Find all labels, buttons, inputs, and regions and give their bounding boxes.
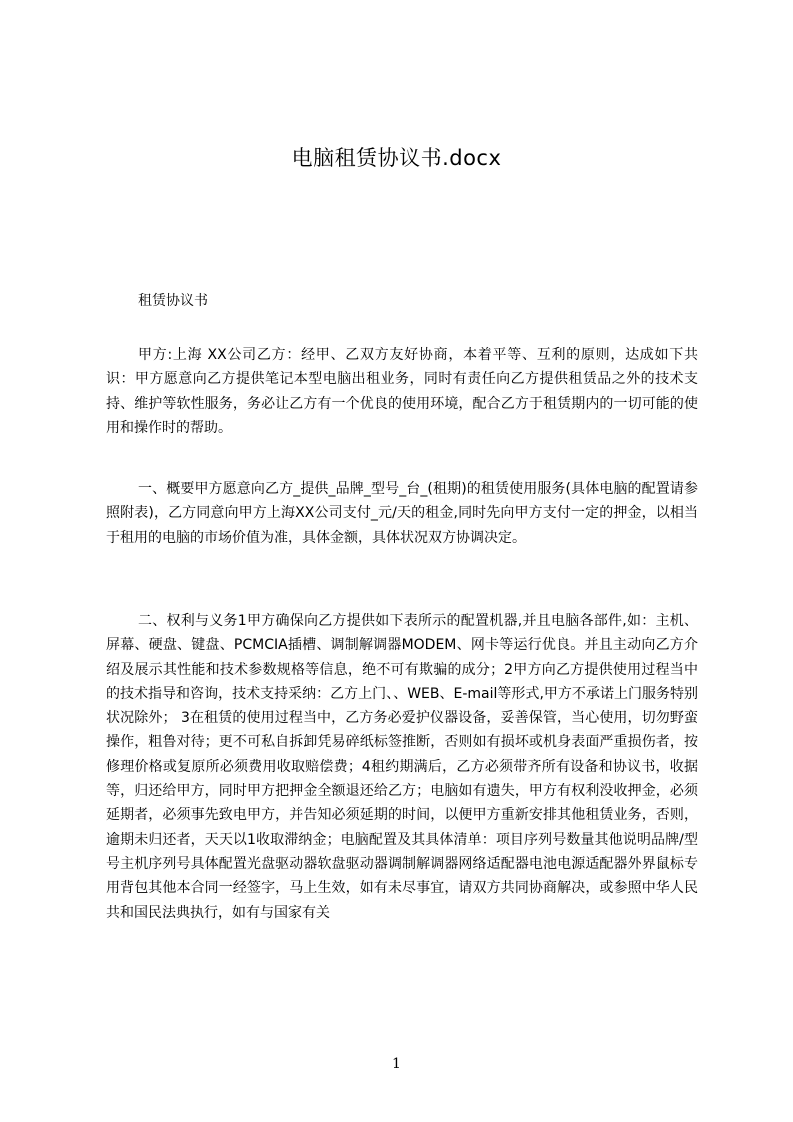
paragraph-intro: 甲方:上海 XX公司乙方：经甲、乙双方友好协商，本着平等、互利的原则，达成如下共识：甲方愿意向乙方提供笔记本型电脑出租业务，同时有责任向乙方提供租赁品之外的技术支持、维护等软性服务，务必让乙方有一个优良的使用环境，配合乙方于租赁期内的一切可能的使用和操作时的帮助。	[106, 347, 698, 436]
paragraph-rights-obligations: 二、权利与义务1甲方确保向乙方提供如下表所示的配置机器,并且电脑各部件,如：主机、屏幕、硬盘、键盘、PCMCIA插槽、调制解调器MODEM、网卡等运行优良。并且主动向乙方介绍及展示其性能和技术参数规格等信息，绝不可有欺骗的成分；2甲方向乙方提供使用过程当中的技术指导和咨询，技术支持采纳：乙方上门、、WEB、E-mail等形式,甲方不承诺上门服务特别状况除外； 3在租赁的使用过程当中，乙方务必爱护仪器设备，妥善保管，当心使用，切勿野蛮操作，粗鲁对待；更不可私自拆卸凭易碎纸标签推断，否则如有损坏或机身表面严重损伤者，按修理价格或复原所必须费用收取赔偿费；4租约期满后，乙方必须带齐所有设备和协议书，收据等，归还给甲方，同时甲方把押金全额退还给乙方；电脑如有遗失，甲方有权利没收押金，必须延期者，必须事先致电甲方，并告知必须延期的时间，以便甲方重新安排其他租赁业务，否则，逾期未归还者，天天以1收取滞纳金；电脑配置及其具体清单：项目序列号数量其他说明品牌/型号主机序列号具体配置光盘驱动器软盘驱动器调制解调器网络适配器电池电源适配器外界鼠标专用背包其他本合同一经签字，马上生效，如有未尽事宜，请双方共同协商解决，或参照中华人民共和国民法典执行，如有与国家有关	[106, 613, 698, 921]
page-number: 1	[392, 1056, 401, 1072]
document-subtitle: 租赁协议书	[138, 293, 208, 309]
document-title: 电脑租赁协议书.docx	[291, 146, 502, 170]
paragraph-overview: 一、概要甲方愿意向乙方_提供_品牌_型号_台_(租期)的租赁使用服务(具体电脑的配置请参照附表)，乙方同意向甲方上海XX公司支付_元/天的租金,同时先向甲方支付一定的押金，以相当于租用的电脑的市场价值为准，具体金额，具体状况双方协调决定。	[106, 481, 698, 546]
